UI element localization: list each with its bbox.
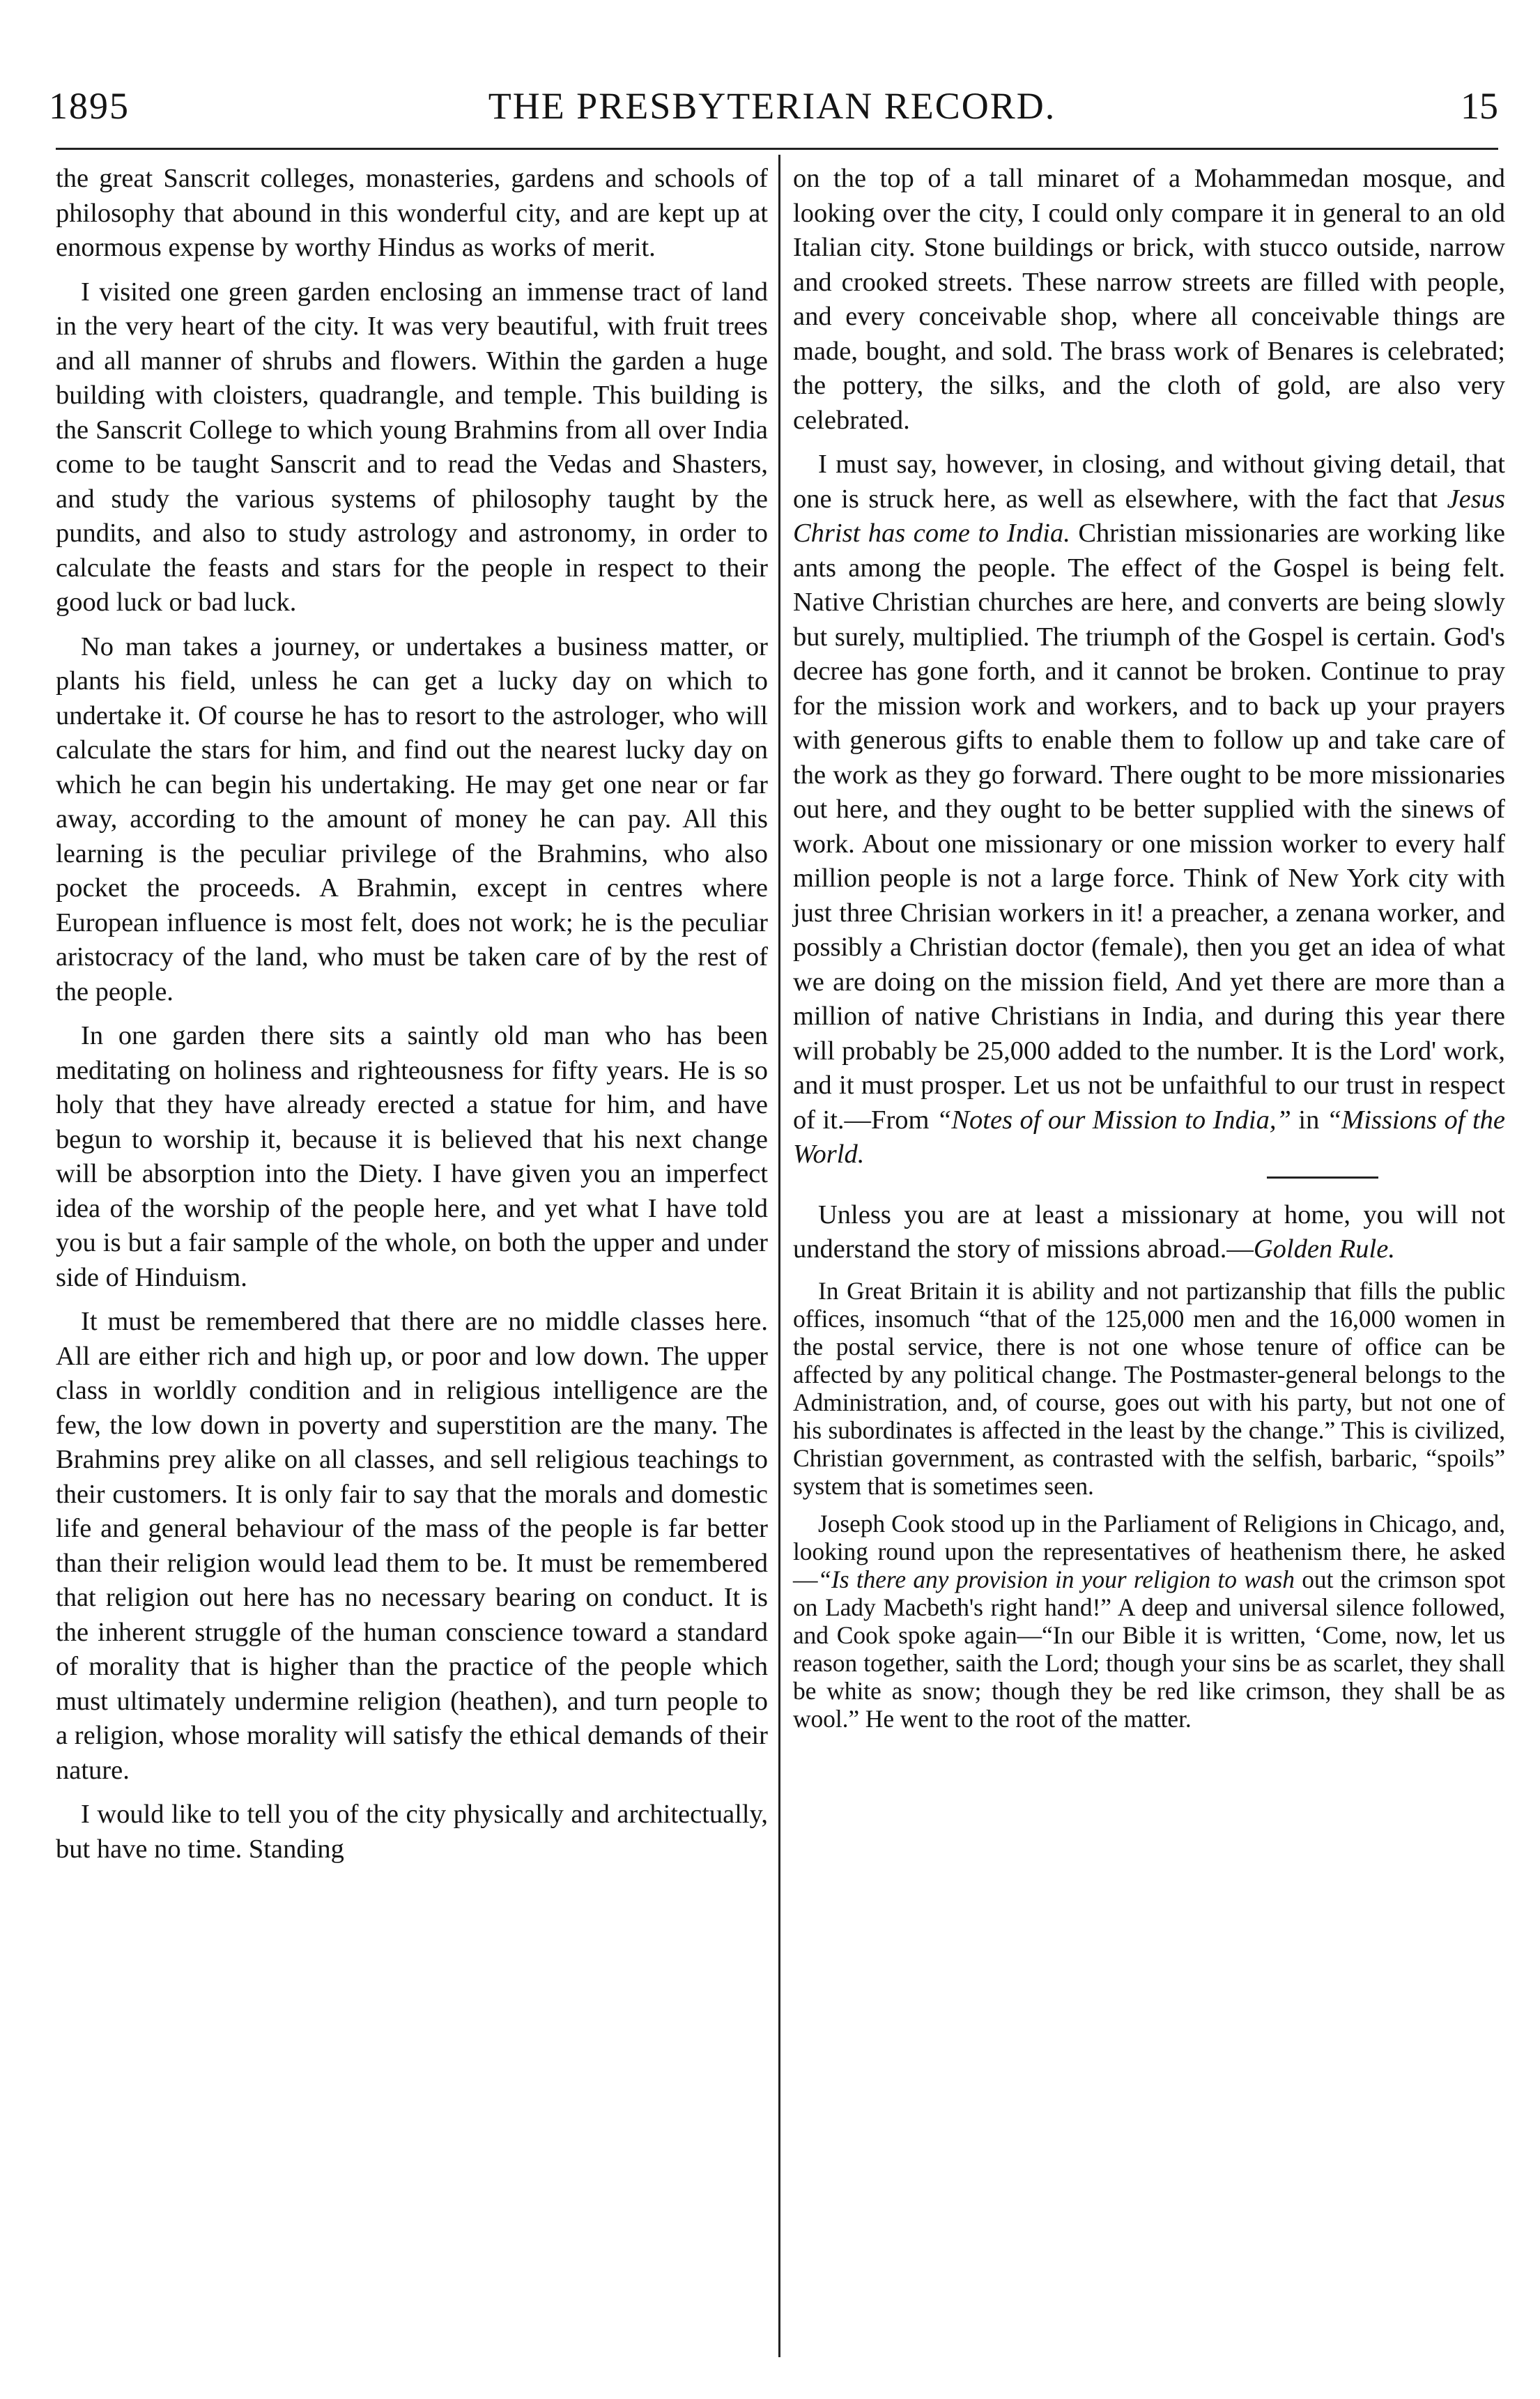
paragraph: I visited one green garden enclosing an immense tract of land in the very heart of the city. It was very beautiful, with fruit trees and all manner of shrubs and flowers. Within the garden a huge building with cloisters, quadrangle, and temple. This building is the Sanscrit College to which young Brahmins from all over India come to be taught Sanscrit and to read the Vedas and Shasters, and study the various systems of philosophy taught by the pundits, and also to study astrology and astronomy, in order to calculate the feasts and stars for the people in respect to their good luck or bad luck. [56,277,768,617]
text-run: I must say, however, in closing, and without giving detail, that one is struck here, as well as elsewhere, with the fact that [793,450,1505,514]
paragraph-missions [793,447,1505,1172]
paragraph: the great Sanscrit colleges, monasteries, gardens and schools of philosophy that abound in this wonderful city, and are kept up at enormous expense by worthy Hindus as works of merit. [56,164,768,262]
emphasis: “Is there any provision in your religion to wash [817,1565,1295,1593]
text-run: out the crimson spot on Lady Macbeth's right hand!” A deep and universal silence followed, and Cook spoke again—“In our Bible it is written, ‘Come, now, let us reason together, saith the Lord; though your sins be as scarlet, they shall be white as snow; though they be red like crimson, they shall be as wool.” He went to the root of the matter. [793,1565,1505,1733]
text-run: Unless you are at least a missionary at home, you will not understand the story of missions abroad.— [793,1200,1505,1264]
header-rule [56,148,1498,150]
page-number: 15 [1461,85,1498,127]
text-run: Joseph Cook stood up in the Parliament of Religions in Chicago, and, looking round upon the representatives of heathenism there, he asked— [793,1509,1505,1593]
source-title: “Notes of our Mission to India,” [936,1105,1291,1135]
text-run: Christian missionaries are working like ants among the people. The effect of the Gospel is being felt. Native Christian churches are here, and converts are being slowly but surely, multiplied. The triumph of the Gospel is certain. God's decree has gone forth, and it cannot be broken. Continue to pray for the mission work and workers, and to back up your prayers with generous gifts to enable them to follow up and take care of the work as they go forward. There ought to be more missionaries out here, and they ought to be better supplied with the sinews of work. About one missionary or one mission worker to every half million people is not a large force. Think of New York city with just three Chrisian workers in it! a preacher, a zenana worker, and possibly a Christian doctor (female), then you get an idea of what we are doing on the mission field, And yet there are more than a million of native Christians in India, and during this year there will probably be 25,000 added to the number. It is the Lord' work, and it must prosper. Let us not be unfaithful to our trust in respect of it.—From [793,519,1505,1135]
right-column [793,162,1505,1742]
paragraph: In one garden there sits a saintly old man who has been meditating on holiness and righteousness for fifty years. He is so holy that they have already erected a statue for him, and have begun to worship it, because it is believed that his next change will be absorption into the Diety. I have given you an imperfect idea of the worship of the people here, and yet what I have told you is but a fair sample of the whole, on both the upper and under side of Hinduism. [56,1021,768,1292]
publication-title: THE PRESBYTERIAN RECORD. [488,85,1056,127]
text-run: in [1291,1105,1327,1135]
paragraph: on the top of a tall minaret of a Mohammedan mosque, and looking over the city, I could only compare it in general to an old Italian city. Stone buildings or brick, with stucco outside, narrow and crooked streets. These narrow streets are filled with people, and every conceivable shop, where all conceivable things are made, bought, and sold. The brass work of Benares is celebrated; the pottery, the silks, and the cloth of gold, are also very celebrated. [793,164,1505,435]
left-column [56,162,768,1876]
column-divider [778,155,780,2357]
paragraph [793,1510,1505,1733]
source-title: “Missions of the World. [793,1105,1505,1169]
issue-year: 1895 [49,85,130,127]
article-separator [1267,1176,1378,1179]
running-head [43,78,1501,134]
paragraph: It must be remembered that there are no middle classes here. All are either rich and high up, or poor and low down. The upper class in worldly condition and in religious intelligence are the few, the low down in poverty and superstition are the many. The Brahmins prey alike on all classes, and sell religious teachings to their customers. It is only fair to say that the morals and domestic life and general behaviour of the mass of the people is far better than their religion would lead them to be. It must be remembered that religion out here has no necessary bearing on conduct. It is the inherent struggle of the human conscience toward a standard of morality that is higher than the practice of the people which must ultimately undermine religion (heathen), and turn people to a religion, whose morality will satisfy the ethical demands of their nature. [56,1307,768,1785]
paragraph: I would like to tell you of the city physically and architectually, but have no time. Standing [56,1800,768,1864]
paragraph [793,1198,1505,1267]
emphasis: Jesus Christ has come to India. [793,484,1505,548]
paragraph: No man takes a journey, or undertakes a business matter, or plants his field, unless he can get a lucky day on which to undertake it. Of course he has to resort to the astrologer, who will calculate the stars for him, and find out the nearest lucky day on which he can begin his undertaking. He may get one near or far away, according to the amount of money he can pay. All this learning is the peculiar privilege of the Brahmins, who also pocket the proceeds. A Brahmin, except in centres where European influence is most felt, does not work; he is the peculiar aristocracy of the land, who must be taken care of by the rest of the people. [56,631,768,1006]
paragraph: In Great Britain it is ability and not partizanship that fills the public offices, insomuch “that of the 125,000 men and the 16,000 women in the postal service, there is not one whose tenure of office can be affected by any political change. The Postmaster-general belongs to the Administration, and, of course, goes out with his party, but not one of his subordinates is affected in the least by the change.” This is civilized, Christian government, as contrasted with the selfish, barbaric, “spoils” system that is sometimes seen. [793,1276,1505,1500]
source-title: Golden Rule. [1253,1234,1395,1264]
